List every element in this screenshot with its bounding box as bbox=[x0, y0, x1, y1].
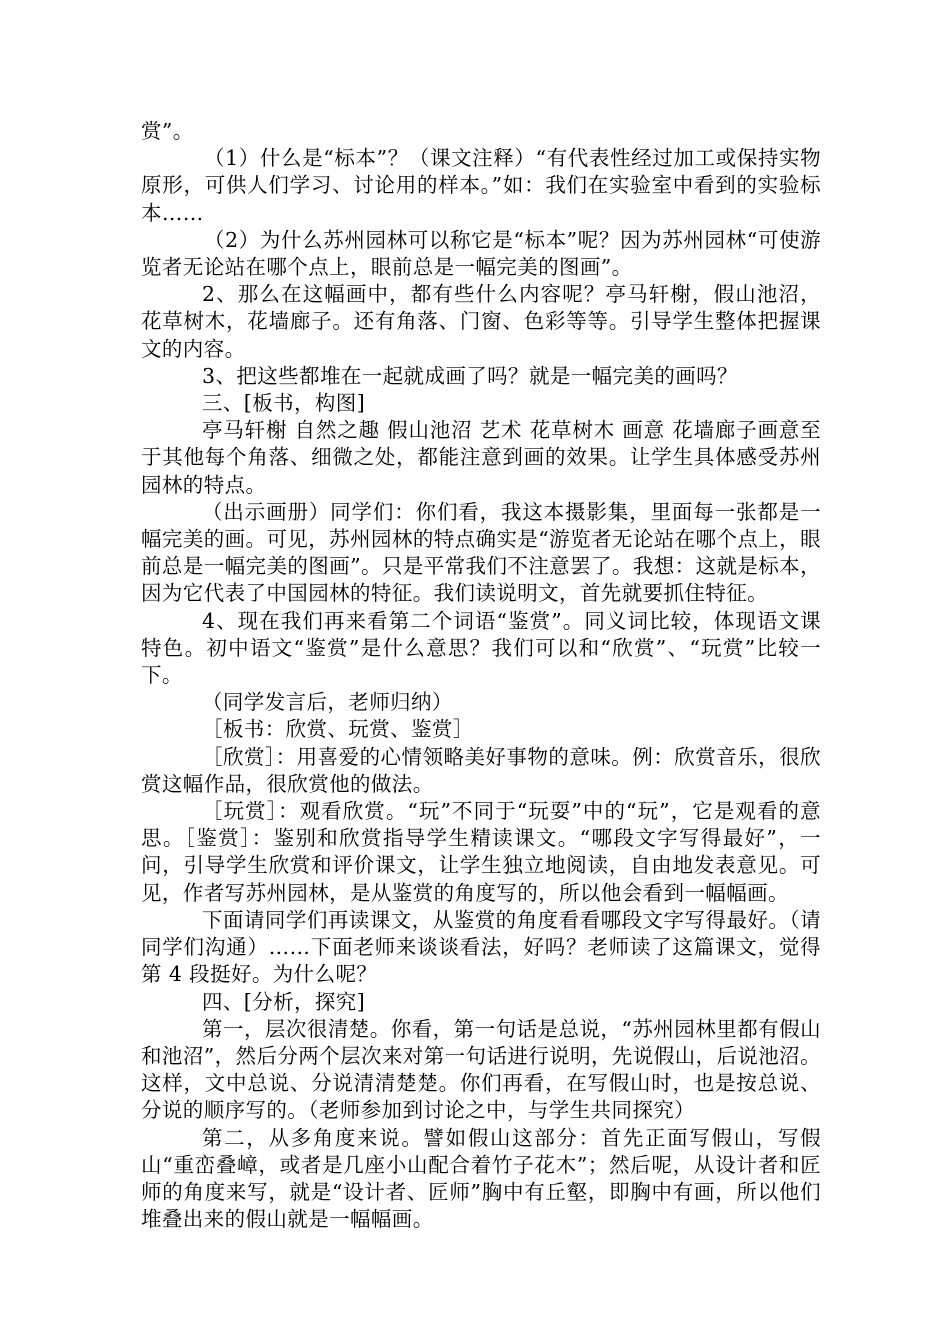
paragraph: ［玩赏］：观看欣赏。“玩”不同于“玩耍”中的“玩”，它是观看的意思。［鉴赏］：鉴别和欣赏指导学生精读课文。“哪段文字写得最好”，一问，引导学生欣赏和评价课文，让学生独立地阅读，自由地发表意见。可见，作者写苏州园林，是从鉴赏的角度写的，所以他会看到一幅幅画。 bbox=[141, 799, 821, 905]
section-heading: 四、[分析，探究] bbox=[202, 989, 366, 1014]
paragraph: （出示画册）同学们：你们看，我这本摄影集，里面每一张都是一幅完美的画。可见，苏州园林的特点确实是“游览者无论站在哪个点上，眼前总是一幅完美的图画”。只是平常我们不注意罢了。我想：这就是标本，因为它代表了中国园林的特征。我们读说明文，首先就要抓住特征。 bbox=[141, 499, 821, 606]
paragraph: 赏”。 bbox=[141, 119, 194, 143]
paragraph: 第二，从多角度来说。譬如假山这部分：首先正面写假山，写假山“重峦叠嶂，或者是几座小山配合着竹子花木”；然后呢，从设计者和匠师的角度来写，就是“设计者、匠师”胸中有丘壑，即胸中有画，所以他们堆叠出来的假山就是一幅幅画。 bbox=[141, 1125, 821, 1232]
paragraph: 2、那么在这幅画中，都有些什么内容呢？亭马轩榭，假山池沼，花草树木，花墙廊子。还有角落、门窗、色彩等等。引导学生整体把握课文的内容。 bbox=[141, 282, 821, 361]
paragraph: 第一，层次很清楚。你看，第一句话是总说，“苏州园林里都有假山和池沼”，然后分两个层次来对第一句话进行说明，先说假山，后说池沼。这样，文中总说、分说清清楚楚。你们再看，在写假山时，也是按总说、分说的顺序写的。（老师参加到讨论之中，与学生共同探究） bbox=[141, 1016, 821, 1123]
paragraph: 3、把这些都堆在一起就成画了吗？就是一幅完美的画吗？ bbox=[202, 363, 738, 388]
paragraph: 下面请同学们再读课文，从鉴赏的角度看看哪段文字写得最好。（请同学们沟通）……下面老师来谈谈看法，好吗？老师读了这篇课文，觉得第 4 段挺好。为什么呢？ bbox=[141, 907, 821, 987]
section-heading: 三、[板书，构图] bbox=[202, 391, 366, 416]
paragraph: （1）什么是“标本”？（课文注释）“有代表性经过加工或保持实物原形，可供人们学习、讨论用的样本。”如：我们在实验室中看到的实验标本…… bbox=[141, 146, 821, 225]
document-page bbox=[141, 118, 821, 1233]
paragraph: （同学发言后，老师归纳） bbox=[202, 690, 453, 715]
paragraph: （2）为什么苏州园林可以称它是“标本”呢？因为苏州园林“可使游览者无论站在哪个点上，眼前总是一幅完美的图画”。 bbox=[141, 227, 821, 280]
paragraph: ［欣赏］：用喜爱的心情领略美好事物的意味。例：欣赏音乐，很欣赏这幅作品，很欣赏他的做法。 bbox=[141, 744, 821, 796]
paragraph: 亭马轩榭 自然之趣 假山池沼 艺术 花草树木 画意 花墙廊子画意至于其他每个角落、细微之处，都能注意到画的效果。让学生具体感受苏州园林的特点。 bbox=[141, 418, 821, 497]
paragraph: ［板书：欣赏、玩赏、鉴赏］ bbox=[202, 717, 474, 742]
paragraph: 4、现在我们再来看第二个词语“鉴赏”。同义词比较，体现语文课特色。初中语文“鉴赏”是什么意思？我们可以和“欣赏”、“玩赏”比较一下。 bbox=[141, 608, 821, 688]
